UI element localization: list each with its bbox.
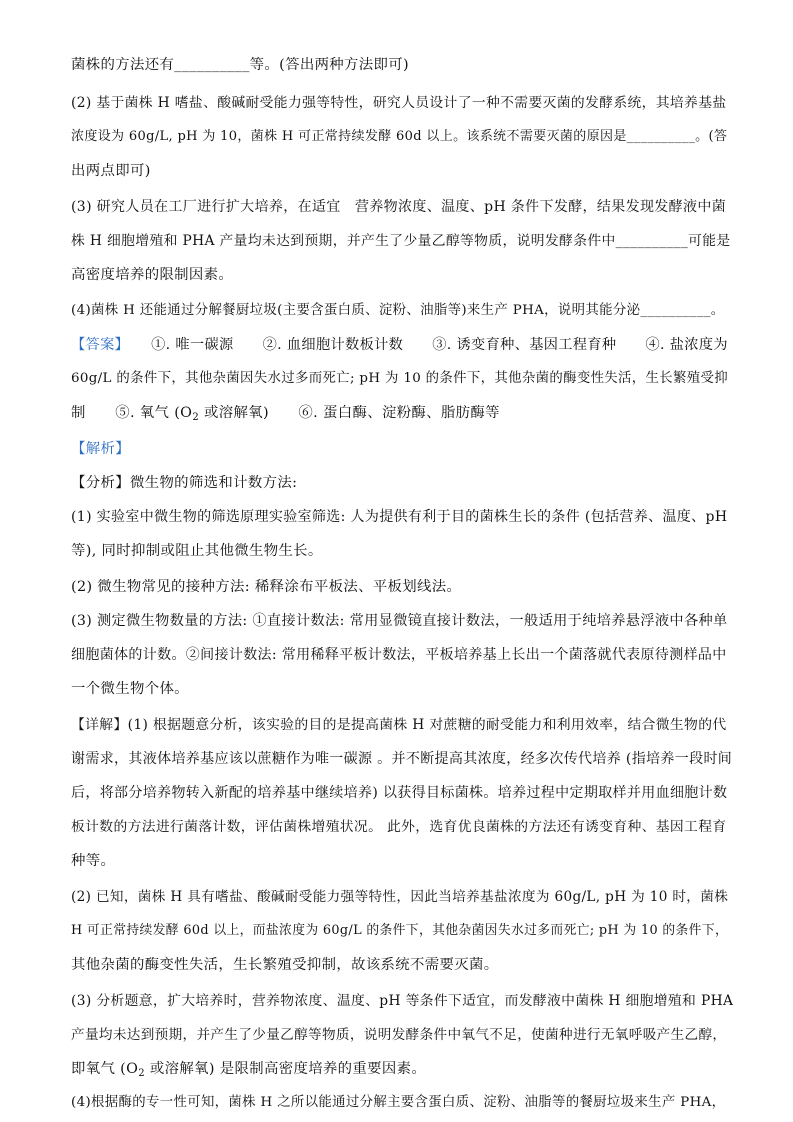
analysis-line: (3) 测定微生物数量的方法: ①直接计数法: 常用显微镜直接计数法，一般适用于纯培养悬浮液中各种单 (71, 613, 728, 629)
question-line: (2) 基于菌株 H 嗜盐、酸碱耐受能力强等特性，研究人员设计了一种不需要灭菌的发酵系统，其培养基盐 (71, 95, 727, 111)
question-line: 菌株的方法还有__________等。(答出两种方法即可) (71, 57, 409, 73)
detail-line: (2) 已知，菌株 H 具有嗜盐、酸碱耐受能力强等特性，因此当培养基盐浓度为 60g/L, pH 为 10 时，菌株 (71, 889, 729, 905)
analysis-line: (1) 实验室中微生物的筛选原理实验室筛选: 人为提供有利于目的菌株生长的条件 (包括营养、温度、pH (71, 509, 728, 525)
detail-line: 【详解】(1) 根据题意分析，该实验的目的是提高菌株 H 对蔗糖的耐受能力和利用效率，结合微生物的代 (71, 717, 727, 733)
detail-line: (3) 分析题意，扩大培养时，营养物浓度、温度、pH 等条件下适宜，而发酵液中菌株 H 细胞增殖和 PHA (71, 993, 734, 1009)
detail-line: 后，将部分培养物转入新配的培养基中继续培养) 以获得目标菌株。培养过程中定期取样并用血细胞计数 (71, 785, 728, 801)
detail-line: 产量均未达到预期，并产生了少量乙醇等物质，说明发酵条件中氧气不足，使菌种进行无氧呼吸产生乙醇， (71, 1027, 727, 1043)
detail-line (71, 1059, 731, 1084)
analysis-line: (2) 微生物常见的接种方法: 稀释涂布平板法、平板划线法。 (71, 579, 462, 595)
subscript: 2 (192, 412, 200, 423)
question-line: 株 H 细胞增殖和 PHA 产量均未达到预期，并产生了少量乙醇等物质，说明发酵条件中__________可能是 (71, 233, 731, 249)
detail-line: (4)根据酶的专一性可知，菌株 H 之所以能通过分解主要含蛋白质、淀粉、油脂等的餐厨垃圾来生产 PHA， (71, 1095, 726, 1110)
question-line: 浓度设为 60g/L, pH 为 10，菌株 H 可正常持续发酵 60d 以上。该系统不需要灭菌的原因是__________。(答 (71, 129, 728, 144)
analysis-label: 【解析】 (71, 441, 130, 457)
analysis-line: 等), 同时抑制或阻止其他微生物生长。 (71, 543, 323, 559)
detail-text: 或溶解氧) 是限制高密度培养的重要因素。 (144, 1061, 427, 1077)
answer-text: ①. 唯一碳源 ②. 血细胞计数板计数 ③. 诱变育种、基因工程育种 ④. 盐浓度为 (122, 337, 728, 353)
answer-line (71, 403, 731, 428)
detail-line: 谢需求，其液体培养基应该以蔗糖作为唯一碳源 。并不断提高其浓度，经多次传代培养 (指培养一段时间 (71, 751, 733, 767)
subscript: 2 (138, 1068, 145, 1079)
detail-line: H 可正常持续发酵 60d 以上，而盐浓度为 60g/L 的条件下，其他杂菌因失水过多而死亡; pH 为 10 的条件下， (71, 923, 729, 938)
detail-line: 板计数的方法进行菌落计数，评估菌株增殖状况。 此外，选育优良菌株的方法还有诱变育种、基因工程育 (71, 819, 727, 835)
question-line: 出两点即可) (71, 163, 151, 179)
question-line: 高密度培养的限制因素。 (71, 267, 234, 283)
question-line: (3) 研究人员在工厂进行扩大培养，在适宜 营养物浓度、温度、pH 条件下发酵，结果发现发酵液中菌 (71, 199, 727, 215)
analysis-line: 一个微生物个体。 (71, 681, 189, 697)
detail-line: 种等。 (71, 853, 116, 869)
analysis-line: 【分析】微生物的筛选和计数方法: (71, 475, 298, 491)
detail-line: 其他杂菌的酶变性失活，生长繁殖受抑制，故该系统不需要灭菌。 (71, 957, 499, 973)
answer-label: 【答案】 (71, 337, 123, 353)
analysis-line: 细胞菌体的计数。②间接计数法: 常用稀释平板计数法，平板培养基上长出一个菌落就代表原待测样品中 (71, 647, 727, 663)
detail-text: 即氧气 (O (71, 1061, 139, 1077)
answer-text: 或溶解氧) ⑥. 蛋白酶、淀粉酶、脂肪酶等 (199, 405, 500, 421)
answer-line (71, 335, 731, 355)
question-line: (4)菌株 H 还能通过分解餐厨垃圾(主要含蛋白质、淀粉、油脂等)来生产 PHA，说明其能分泌__________。 (71, 303, 725, 318)
answer-text: 制 ⑤. 氧气 (O (71, 405, 193, 421)
answer-line: 60g/L 的条件下，其他杂菌因失水过多而死亡; pH 为 10 的条件下，其他杂菌的酶变性失活，生长繁殖受抑 (71, 371, 728, 386)
